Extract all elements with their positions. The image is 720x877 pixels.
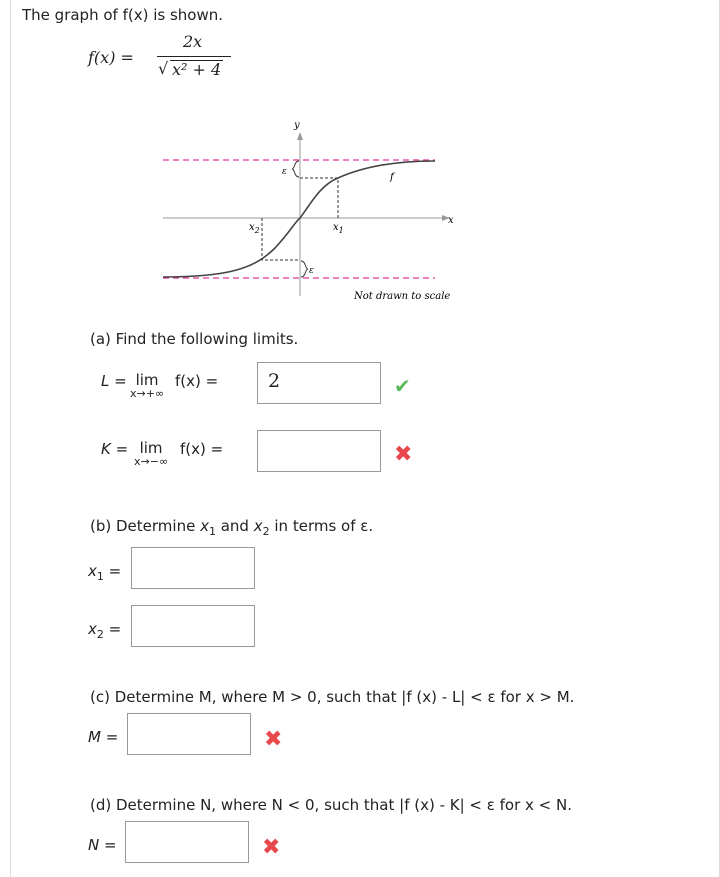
x2-label: $x_2$ = bbox=[88, 620, 122, 641]
eps-label-lower: ε bbox=[309, 266, 314, 276]
M-label: M = bbox=[88, 728, 119, 746]
L-fx: f(x) = bbox=[175, 372, 219, 390]
part-b-heading: (b) Determine $x_1$ and $x_2$ in terms of ε. bbox=[90, 517, 374, 538]
formula-denominator: x² + 4 bbox=[172, 60, 222, 79]
part-d-heading: (d) Determine N, where N < 0, such that |f (x) - K| < ε for x < N. bbox=[90, 796, 573, 814]
L-limit: lim x→+∞ bbox=[130, 371, 165, 400]
intro-text: The graph of f(x) is shown. bbox=[22, 6, 223, 24]
K-fx: f(x) = bbox=[180, 440, 224, 458]
part-a-heading: (a) Find the following limits. bbox=[90, 330, 299, 348]
scale-note: Not drawn to scale bbox=[354, 291, 451, 302]
curve-f bbox=[163, 161, 435, 277]
N-input[interactable] bbox=[125, 821, 249, 863]
part-c-heading: (c) Determine M, where M > 0, such that |f (x) - L| < ε for x > M. bbox=[90, 688, 575, 706]
K-input[interactable] bbox=[257, 430, 381, 472]
M-input[interactable] bbox=[127, 713, 251, 755]
upper-eps-brace bbox=[292, 161, 299, 177]
cross-icon: ✖ bbox=[262, 835, 281, 860]
sqrt-sign: √ bbox=[158, 59, 169, 78]
x1-guide bbox=[300, 178, 338, 218]
check-icon: ✔ bbox=[394, 374, 411, 398]
f-label: f bbox=[390, 172, 394, 183]
y-label: y bbox=[294, 120, 300, 131]
x2-input[interactable] bbox=[131, 605, 255, 647]
x1-input[interactable] bbox=[131, 547, 255, 589]
x1-label: $x_1$ = bbox=[88, 562, 122, 583]
cross-icon: ✖ bbox=[394, 442, 413, 467]
x1-label: $x_1$ bbox=[333, 222, 344, 235]
eps-label-upper: ε bbox=[282, 167, 287, 177]
x2-label: $x_2$ bbox=[249, 222, 260, 235]
L-prefix: L = bbox=[101, 372, 127, 390]
K-prefix: K = bbox=[101, 440, 129, 458]
K-limit: lim x→−∞ bbox=[134, 439, 169, 468]
formula-lhs: f(x) = bbox=[88, 48, 134, 67]
L-input[interactable]: 2 bbox=[257, 362, 381, 404]
formula-numerator: 2x bbox=[183, 32, 203, 51]
N-label: N = bbox=[88, 836, 117, 854]
y-axis-arrow bbox=[297, 132, 303, 140]
lower-eps-brace bbox=[301, 261, 308, 277]
x-label: x bbox=[448, 215, 454, 226]
graph bbox=[0, 0, 720, 320]
cross-icon: ✖ bbox=[264, 727, 283, 752]
